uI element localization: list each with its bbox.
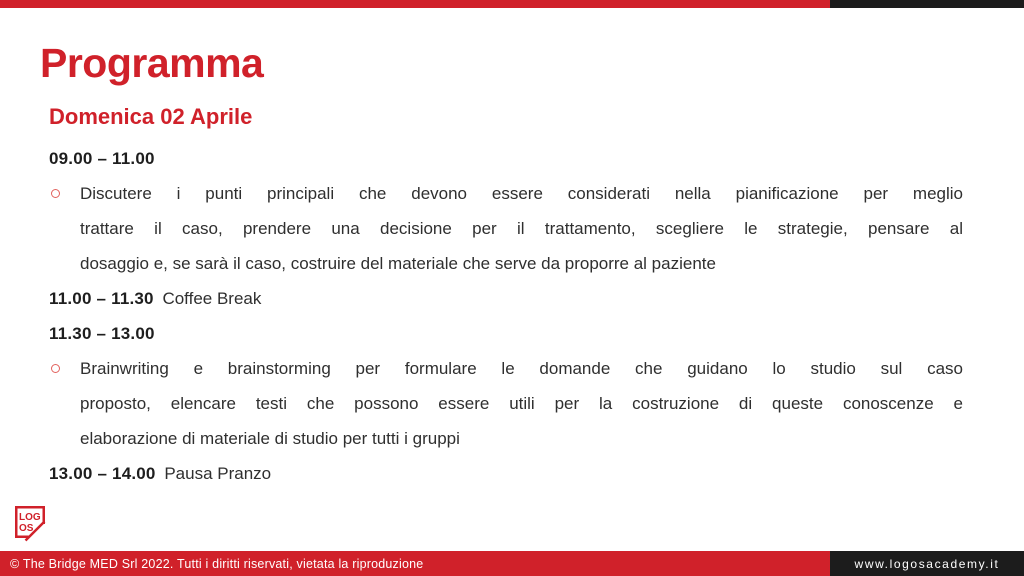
bullet-text-line: trattare il caso, prendere una decisione per il trattamento, scegliere le strategie, pensare al [80, 219, 963, 238]
section-subtitle: Domenica 02 Aprile [49, 104, 253, 129]
time-slot-4 [49, 456, 963, 491]
footer-website-bar [830, 551, 1024, 576]
bullet-text-line: proposto, elencare testi che possono essere utili per la costruzione di queste conoscenze e [80, 394, 963, 413]
time-range: 09.00 – 11.00 [49, 149, 155, 168]
time-slot-label: Coffee Break [162, 289, 262, 308]
website-link[interactable]: www.logosacademy.it [854, 556, 1000, 571]
time-range: 13.00 – 14.00 [49, 464, 156, 483]
bullet-text-line: elaborazione di materiale di studio per tutti i gruppi [80, 429, 460, 448]
logo-text-line1: LOG [19, 512, 41, 523]
logo-text-line2: OS [19, 523, 34, 534]
time-slot-label: Pausa Pranzo [164, 464, 272, 483]
time-range: 11.30 – 13.00 [49, 324, 155, 343]
time-slot-2 [49, 281, 963, 316]
bullet-text-line: Discutere i punti principali che devono essere considerati nella pianificazione per meglio [80, 184, 963, 203]
bullet-text-line: Brainwriting e brainstorming per formulare le domande che guidano lo studio sul caso [80, 359, 963, 378]
bullet-text-line: dosaggio e, se sarà il caso, costruire del materiale che serve da proporre al paziente [80, 254, 716, 273]
page-title: Programma [40, 40, 264, 86]
time-slot-3 [49, 316, 963, 351]
time-slot-1 [49, 141, 963, 176]
time-range: 11.00 – 11.30 [49, 289, 154, 308]
copyright-text: © The Bridge MED Srl 2022. Tutti i diritti riservati, vietata la riproduzione [10, 556, 424, 571]
bullet-item-1 [49, 176, 963, 281]
logos-logo [15, 506, 49, 546]
schedule-list [49, 141, 963, 491]
top-bar-black-segment [830, 0, 1024, 8]
top-bar-red-segment [0, 0, 830, 8]
circle-bullet-icon [51, 364, 60, 373]
circle-bullet-icon [51, 189, 60, 198]
bullet-item-2 [49, 351, 963, 456]
footer-copyright-bar [0, 551, 830, 576]
